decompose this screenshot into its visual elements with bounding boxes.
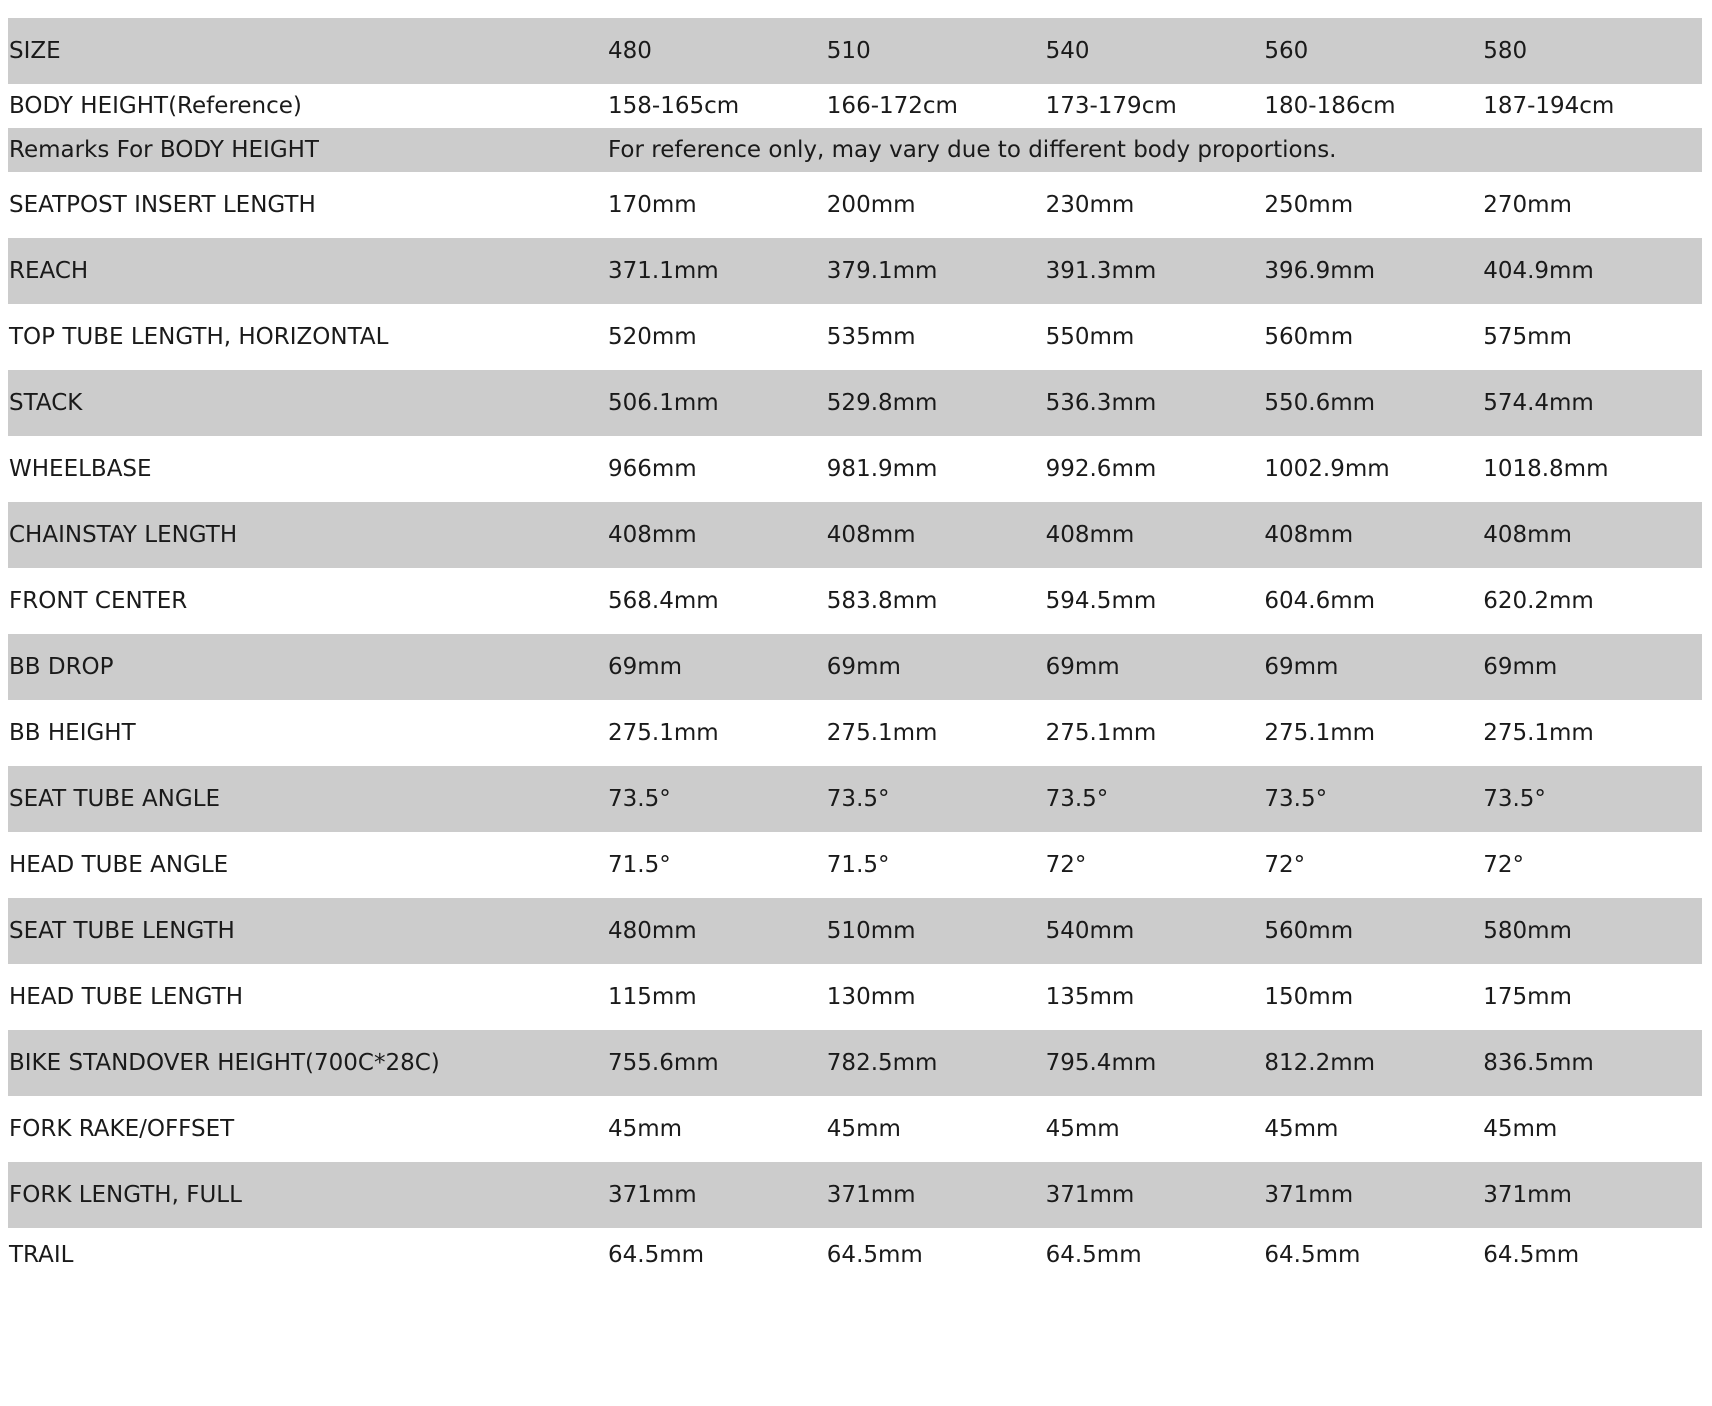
row-label: TRAIL <box>8 1228 608 1282</box>
cell-value: 69mm <box>1046 634 1265 700</box>
cell-value: 408mm <box>827 502 1046 568</box>
row-label: FORK LENGTH, FULL <box>8 1162 608 1228</box>
row-label: TOP TUBE LENGTH, HORIZONTAL <box>8 304 608 370</box>
cell-value: 408mm <box>1483 502 1702 568</box>
cell-value: 45mm <box>1483 1096 1702 1162</box>
cell-value: 408mm <box>1264 502 1483 568</box>
cell-value: 580 <box>1483 18 1702 84</box>
cell-value: 275.1mm <box>827 700 1046 766</box>
row-label: REACH <box>8 238 608 304</box>
cell-value: 580mm <box>1483 898 1702 964</box>
cell-value: 966mm <box>608 436 827 502</box>
cell-value: 275.1mm <box>1483 700 1702 766</box>
cell-value: 187-194cm <box>1483 84 1702 128</box>
cell-value: 981.9mm <box>827 436 1046 502</box>
table-row <box>8 1162 1702 1228</box>
cell-value: 166-172cm <box>827 84 1046 128</box>
cell-value: 371mm <box>608 1162 827 1228</box>
row-label: STACK <box>8 370 608 436</box>
cell-value: 69mm <box>1264 634 1483 700</box>
row-label: BIKE STANDOVER HEIGHT(700C*28C) <box>8 1030 608 1096</box>
cell-value: 73.5° <box>1046 766 1265 832</box>
cell-value: 371mm <box>1483 1162 1702 1228</box>
cell-value: 550.6mm <box>1264 370 1483 436</box>
table-row <box>8 1030 1702 1096</box>
cell-value: 275.1mm <box>608 700 827 766</box>
cell-value: 560mm <box>1264 304 1483 370</box>
row-label: HEAD TUBE LENGTH <box>8 964 608 1030</box>
cell-value: 130mm <box>827 964 1046 1030</box>
table-row <box>8 1228 1702 1282</box>
table-row <box>8 898 1702 964</box>
cell-value: 550mm <box>1046 304 1265 370</box>
cell-value: 64.5mm <box>1264 1228 1483 1282</box>
cell-value: 992.6mm <box>1046 436 1265 502</box>
cell-value: 371mm <box>827 1162 1046 1228</box>
table-row <box>8 304 1702 370</box>
row-label: BODY HEIGHT(Reference) <box>8 84 608 128</box>
table-row <box>8 1096 1702 1162</box>
cell-value: 158-165cm <box>608 84 827 128</box>
row-label: FORK RAKE/OFFSET <box>8 1096 608 1162</box>
row-label: SIZE <box>8 18 608 84</box>
cell-value: 69mm <box>608 634 827 700</box>
cell-value: 173-179cm <box>1046 84 1265 128</box>
cell-value: 64.5mm <box>827 1228 1046 1282</box>
row-label: WHEELBASE <box>8 436 608 502</box>
cell-value: 275.1mm <box>1264 700 1483 766</box>
cell-value: 175mm <box>1483 964 1702 1030</box>
table-row <box>8 832 1702 898</box>
geometry-table-body <box>8 18 1702 1282</box>
cell-value: 45mm <box>608 1096 827 1162</box>
cell-value: 230mm <box>1046 172 1265 238</box>
row-label: FRONT CENTER <box>8 568 608 634</box>
table-row <box>8 700 1702 766</box>
cell-value: 45mm <box>1046 1096 1265 1162</box>
cell-value: 391.3mm <box>1046 238 1265 304</box>
row-label: SEAT TUBE ANGLE <box>8 766 608 832</box>
cell-value: 510mm <box>827 898 1046 964</box>
cell-value: 69mm <box>1483 634 1702 700</box>
row-label: CHAINSTAY LENGTH <box>8 502 608 568</box>
cell-value: 510 <box>827 18 1046 84</box>
cell-value: 620.2mm <box>1483 568 1702 634</box>
cell-value: 72° <box>1264 832 1483 898</box>
cell-value: 529.8mm <box>827 370 1046 436</box>
cell-value: 540 <box>1046 18 1265 84</box>
cell-value: 150mm <box>1264 964 1483 1030</box>
table-row <box>8 370 1702 436</box>
cell-value: 135mm <box>1046 964 1265 1030</box>
row-label: BB HEIGHT <box>8 700 608 766</box>
cell-value: 270mm <box>1483 172 1702 238</box>
cell-value: 583.8mm <box>827 568 1046 634</box>
cell-value: 371mm <box>1264 1162 1483 1228</box>
cell-value: 396.9mm <box>1264 238 1483 304</box>
cell-value: 506.1mm <box>608 370 827 436</box>
table-row <box>8 18 1702 84</box>
cell-value: 480mm <box>608 898 827 964</box>
cell-value: 73.5° <box>1264 766 1483 832</box>
cell-value: 72° <box>1046 832 1265 898</box>
cell-value: 755.6mm <box>608 1030 827 1096</box>
cell-value: 568.4mm <box>608 568 827 634</box>
cell-value: 72° <box>1483 832 1702 898</box>
cell-value: 560mm <box>1264 898 1483 964</box>
cell-value: 480 <box>608 18 827 84</box>
cell-value: 604.6mm <box>1264 568 1483 634</box>
cell-value: 180-186cm <box>1264 84 1483 128</box>
row-label: Remarks For BODY HEIGHT <box>8 128 608 172</box>
cell-value: 408mm <box>608 502 827 568</box>
table-row <box>8 568 1702 634</box>
cell-value: 836.5mm <box>1483 1030 1702 1096</box>
table-row <box>8 84 1702 128</box>
table-row <box>8 964 1702 1030</box>
geometry-table <box>8 18 1702 1282</box>
cell-value: 371.1mm <box>608 238 827 304</box>
cell-value: 574.4mm <box>1483 370 1702 436</box>
table-row <box>8 172 1702 238</box>
cell-value: 250mm <box>1264 172 1483 238</box>
cell-value: 73.5° <box>1483 766 1702 832</box>
cell-value: 536.3mm <box>1046 370 1265 436</box>
cell-value: 45mm <box>1264 1096 1483 1162</box>
cell-value: 520mm <box>608 304 827 370</box>
row-note: For reference only, may vary due to different body proportions. <box>608 128 1702 172</box>
row-label: SEATPOST INSERT LENGTH <box>8 172 608 238</box>
cell-value: 560 <box>1264 18 1483 84</box>
cell-value: 45mm <box>827 1096 1046 1162</box>
cell-value: 64.5mm <box>1046 1228 1265 1282</box>
cell-value: 782.5mm <box>827 1030 1046 1096</box>
cell-value: 1018.8mm <box>1483 436 1702 502</box>
cell-value: 69mm <box>827 634 1046 700</box>
cell-value: 200mm <box>827 172 1046 238</box>
cell-value: 170mm <box>608 172 827 238</box>
cell-value: 71.5° <box>827 832 1046 898</box>
cell-value: 404.9mm <box>1483 238 1702 304</box>
row-label: BB DROP <box>8 634 608 700</box>
cell-value: 275.1mm <box>1046 700 1265 766</box>
table-row <box>8 238 1702 304</box>
table-row <box>8 128 1702 172</box>
cell-value: 594.5mm <box>1046 568 1265 634</box>
cell-value: 575mm <box>1483 304 1702 370</box>
row-label: SEAT TUBE LENGTH <box>8 898 608 964</box>
cell-value: 71.5° <box>608 832 827 898</box>
cell-value: 64.5mm <box>608 1228 827 1282</box>
cell-value: 540mm <box>1046 898 1265 964</box>
table-row <box>8 436 1702 502</box>
cell-value: 795.4mm <box>1046 1030 1265 1096</box>
table-row <box>8 766 1702 832</box>
cell-value: 73.5° <box>608 766 827 832</box>
cell-value: 371mm <box>1046 1162 1265 1228</box>
cell-value: 115mm <box>608 964 827 1030</box>
cell-value: 379.1mm <box>827 238 1046 304</box>
table-row <box>8 634 1702 700</box>
cell-value: 812.2mm <box>1264 1030 1483 1096</box>
row-label: HEAD TUBE ANGLE <box>8 832 608 898</box>
cell-value: 408mm <box>1046 502 1265 568</box>
table-row <box>8 502 1702 568</box>
cell-value: 73.5° <box>827 766 1046 832</box>
cell-value: 1002.9mm <box>1264 436 1483 502</box>
cell-value: 64.5mm <box>1483 1228 1702 1282</box>
cell-value: 535mm <box>827 304 1046 370</box>
